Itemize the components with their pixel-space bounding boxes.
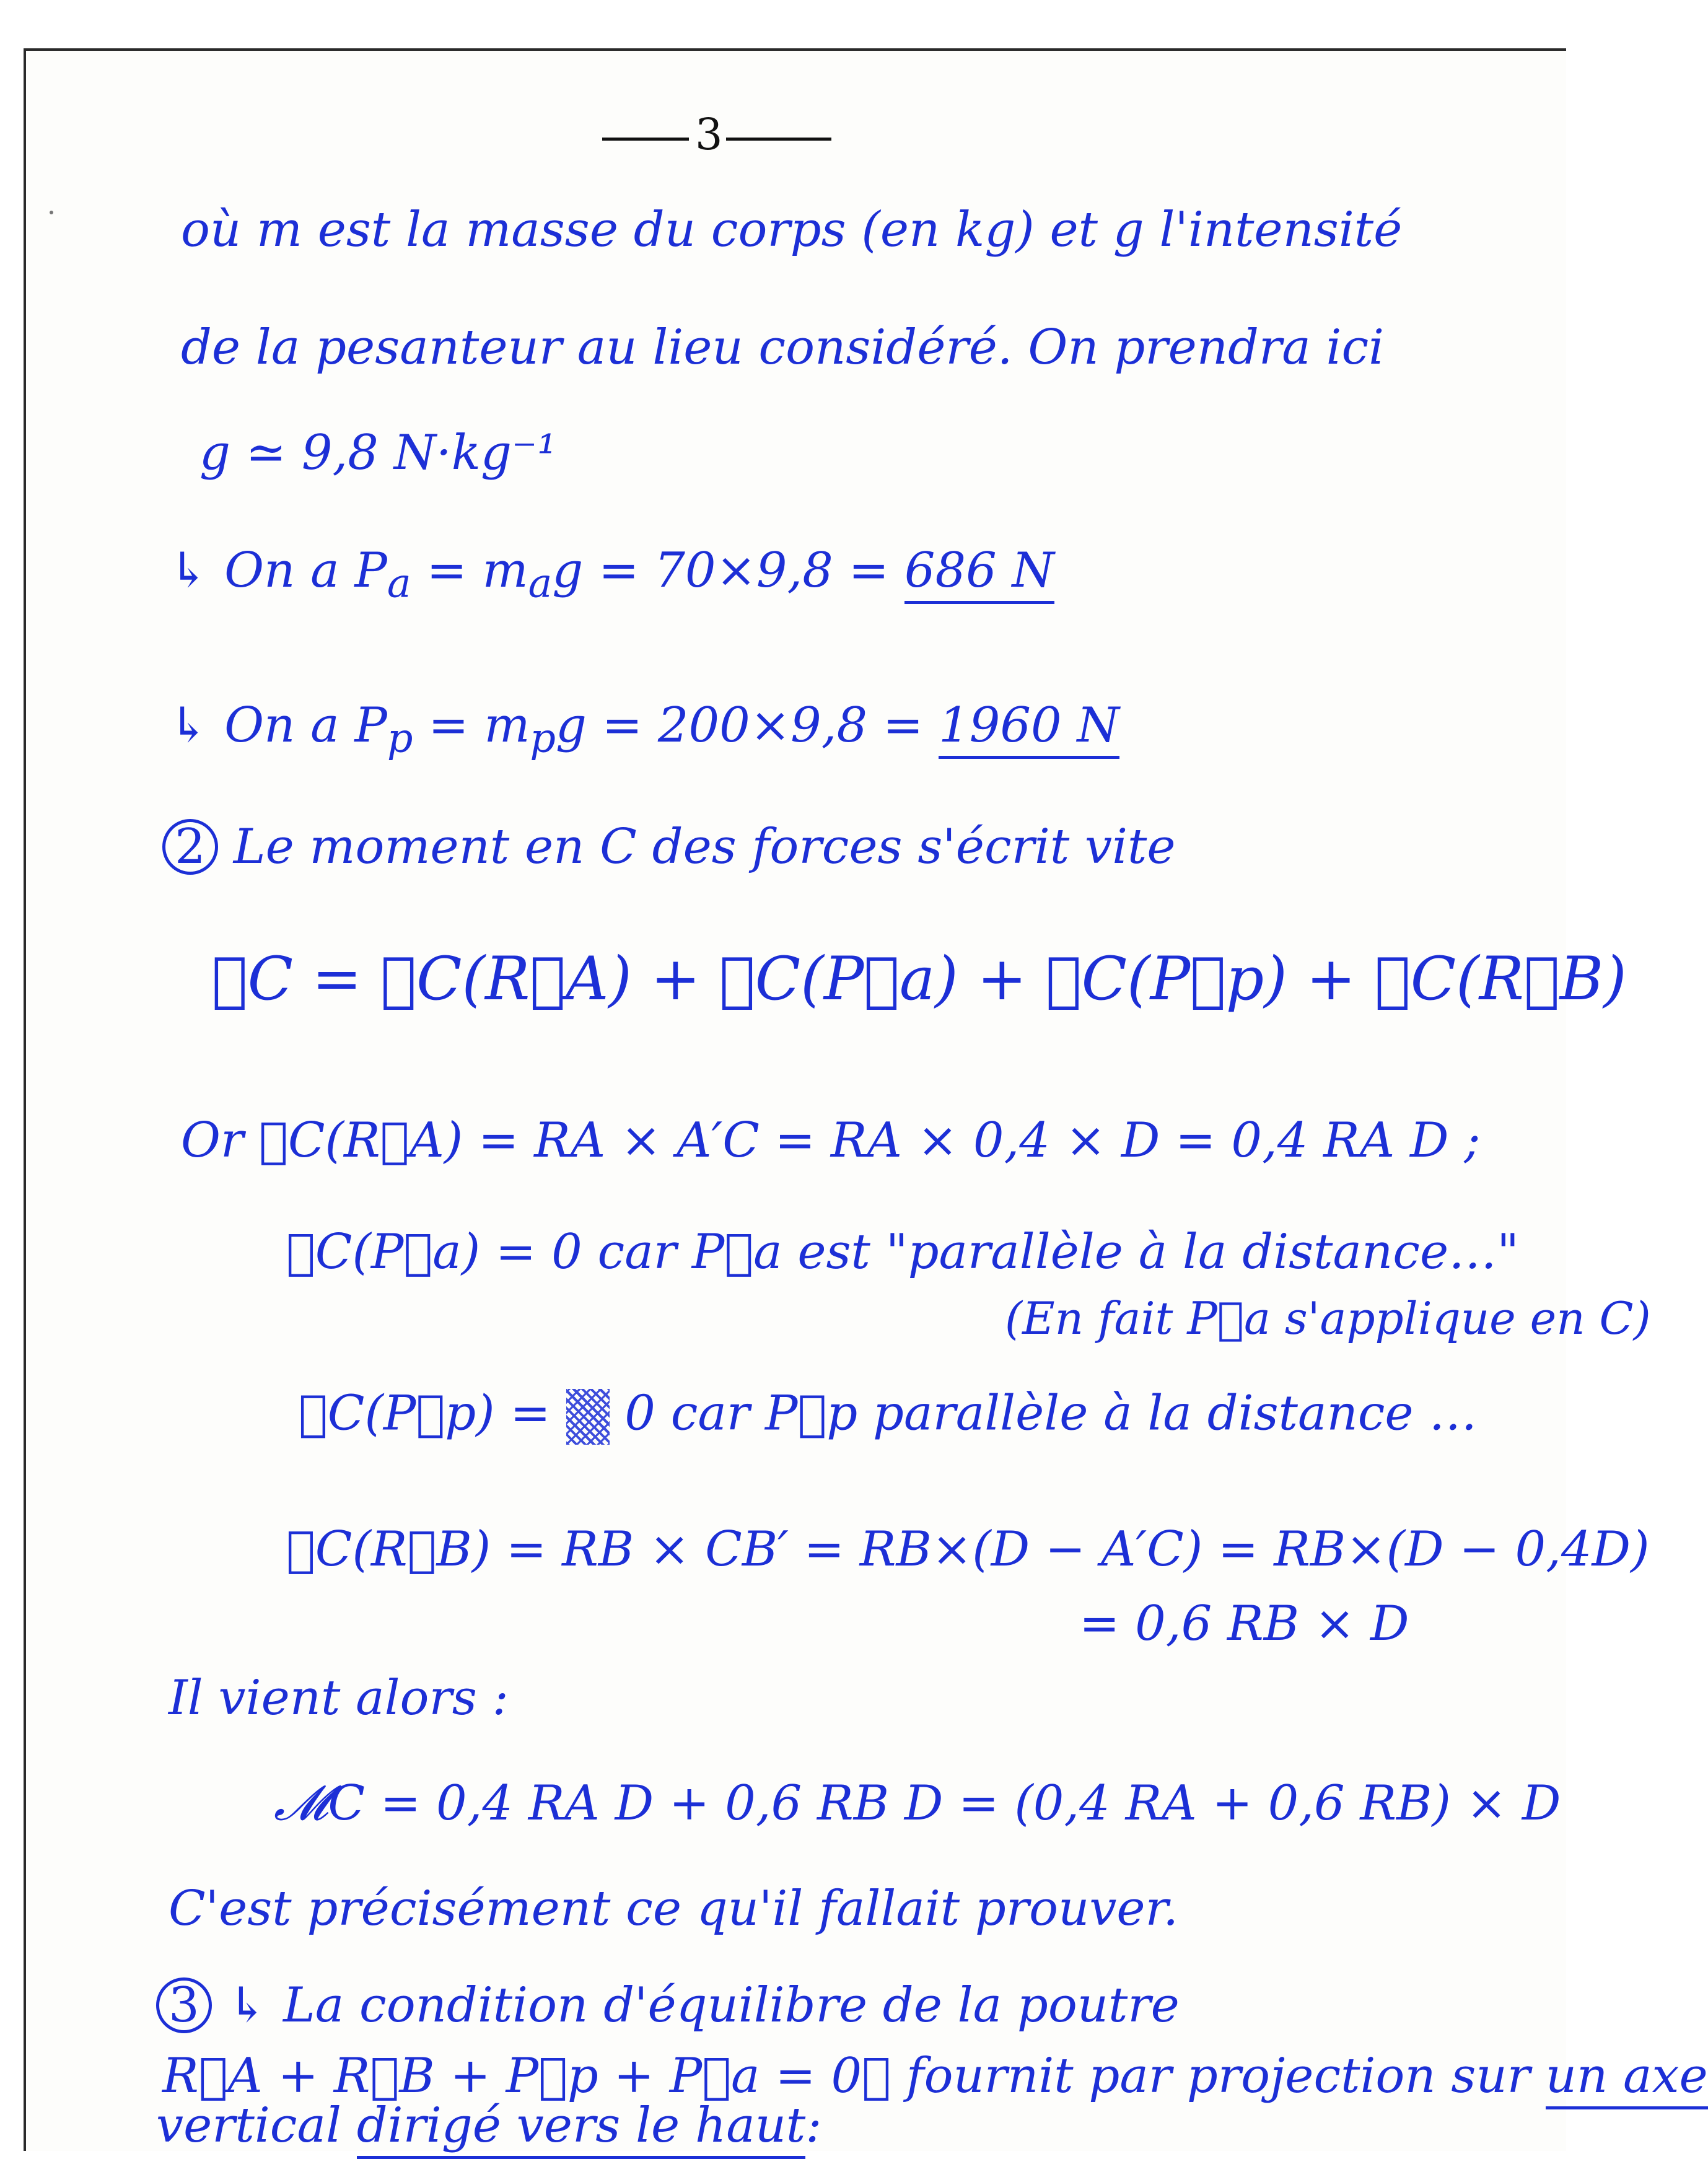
- line-3: g ≃ 9,8 N·kg⁻¹: [199, 425, 557, 481]
- crossed-out-scribble: [566, 1389, 610, 1445]
- line-5-calc: g = 200×9,8 =: [556, 698, 939, 753]
- line-4-result: 686 N: [904, 543, 1054, 604]
- line-13: Il vient alors :: [169, 1670, 509, 1726]
- line-4: [169, 543, 1054, 607]
- line-17-equation: R⃗A + R⃗B + P⃗p + P⃗a = 0⃗: [162, 2048, 891, 2104]
- page-number: 3: [695, 109, 723, 160]
- line-4-prefix: ↳ On a P: [169, 543, 387, 598]
- line-17-underlined: un axe: [1546, 2048, 1708, 2109]
- line-4-sub: a: [387, 560, 411, 607]
- line-14: 𝓜C = 0,4 RA D + 0,6 RB D = (0,4 RA + 0,6 RB) × D: [274, 1776, 1561, 1831]
- line-16: [156, 1977, 1180, 2033]
- line-5-sub2: p: [530, 715, 556, 762]
- stray-dot: [50, 211, 53, 214]
- line-10-prefix: 𝓜C(P⃗p) =: [299, 1385, 566, 1442]
- line-5: [169, 698, 1119, 762]
- line-4-rest: = m: [411, 543, 528, 598]
- question-3-marker: 3: [156, 1977, 212, 2033]
- line-10-suffix: 0 car P⃗p parallèle à la distance …: [609, 1385, 1478, 1442]
- line-6-text: Le moment en C des forces s'écrit vite: [233, 819, 1176, 875]
- page-number-rule-right: [726, 138, 831, 141]
- line-6: [162, 819, 1176, 875]
- line-4-sub2: a: [528, 560, 553, 607]
- line-18-a: vertical: [156, 2098, 357, 2153]
- line-18: [156, 2098, 822, 2153]
- line-15: C'est précisément ce qu'il fallait prouver.: [169, 1881, 1179, 1937]
- line-18-c: :: [805, 2098, 822, 2153]
- line-17: [162, 2048, 1708, 2104]
- line-12: = 0,6 RB × D: [1079, 1596, 1409, 1652]
- line-10: [299, 1385, 1478, 1445]
- line-1: où m est la masse du corps (en kg) et g l'intensité: [181, 202, 1403, 258]
- line-5-result: 1960 N: [939, 698, 1119, 759]
- notebook-page: [24, 48, 1708, 2153]
- line-7-moment-sum: 𝓜C = 𝓜C(R⃗A) + 𝓜C(P⃗a) + 𝓜C(P⃗p) + 𝓜C(R⃗B): [212, 944, 1627, 1014]
- line-9a: 𝓜C(P⃗a) = 0 car P⃗a est "parallèle à la distance…": [286, 1224, 1519, 1280]
- line-9b: (En fait P⃗a s'applique en C): [1005, 1292, 1651, 1344]
- line-5-sub: p: [387, 715, 413, 762]
- line-2: de la pesanteur au lieu considéré. On prendra ici: [181, 320, 1385, 375]
- question-2-marker: 2: [162, 819, 218, 875]
- line-16-text: ↳ La condition d'équilibre de la poutre: [227, 1977, 1180, 2033]
- page-number-rule-left: [602, 138, 689, 141]
- line-8: Or 𝓜C(R⃗A) = RA × A′C = RA × 0,4 × D = 0,4 RA D ;: [181, 1113, 1481, 1168]
- line-17-text: fournit par projection sur: [890, 2048, 1546, 2104]
- line-5-rest: = m: [413, 698, 530, 753]
- line-4-calc: g = 70×9,8 =: [552, 543, 904, 598]
- line-18-underlined: dirigé vers le haut: [357, 2098, 806, 2159]
- line-5-prefix: ↳ On a P: [169, 698, 387, 753]
- line-11: 𝓜C(R⃗B) = RB × CB′ = RB×(D − A′C) = RB×(D − 0,4D): [286, 1522, 1650, 1577]
